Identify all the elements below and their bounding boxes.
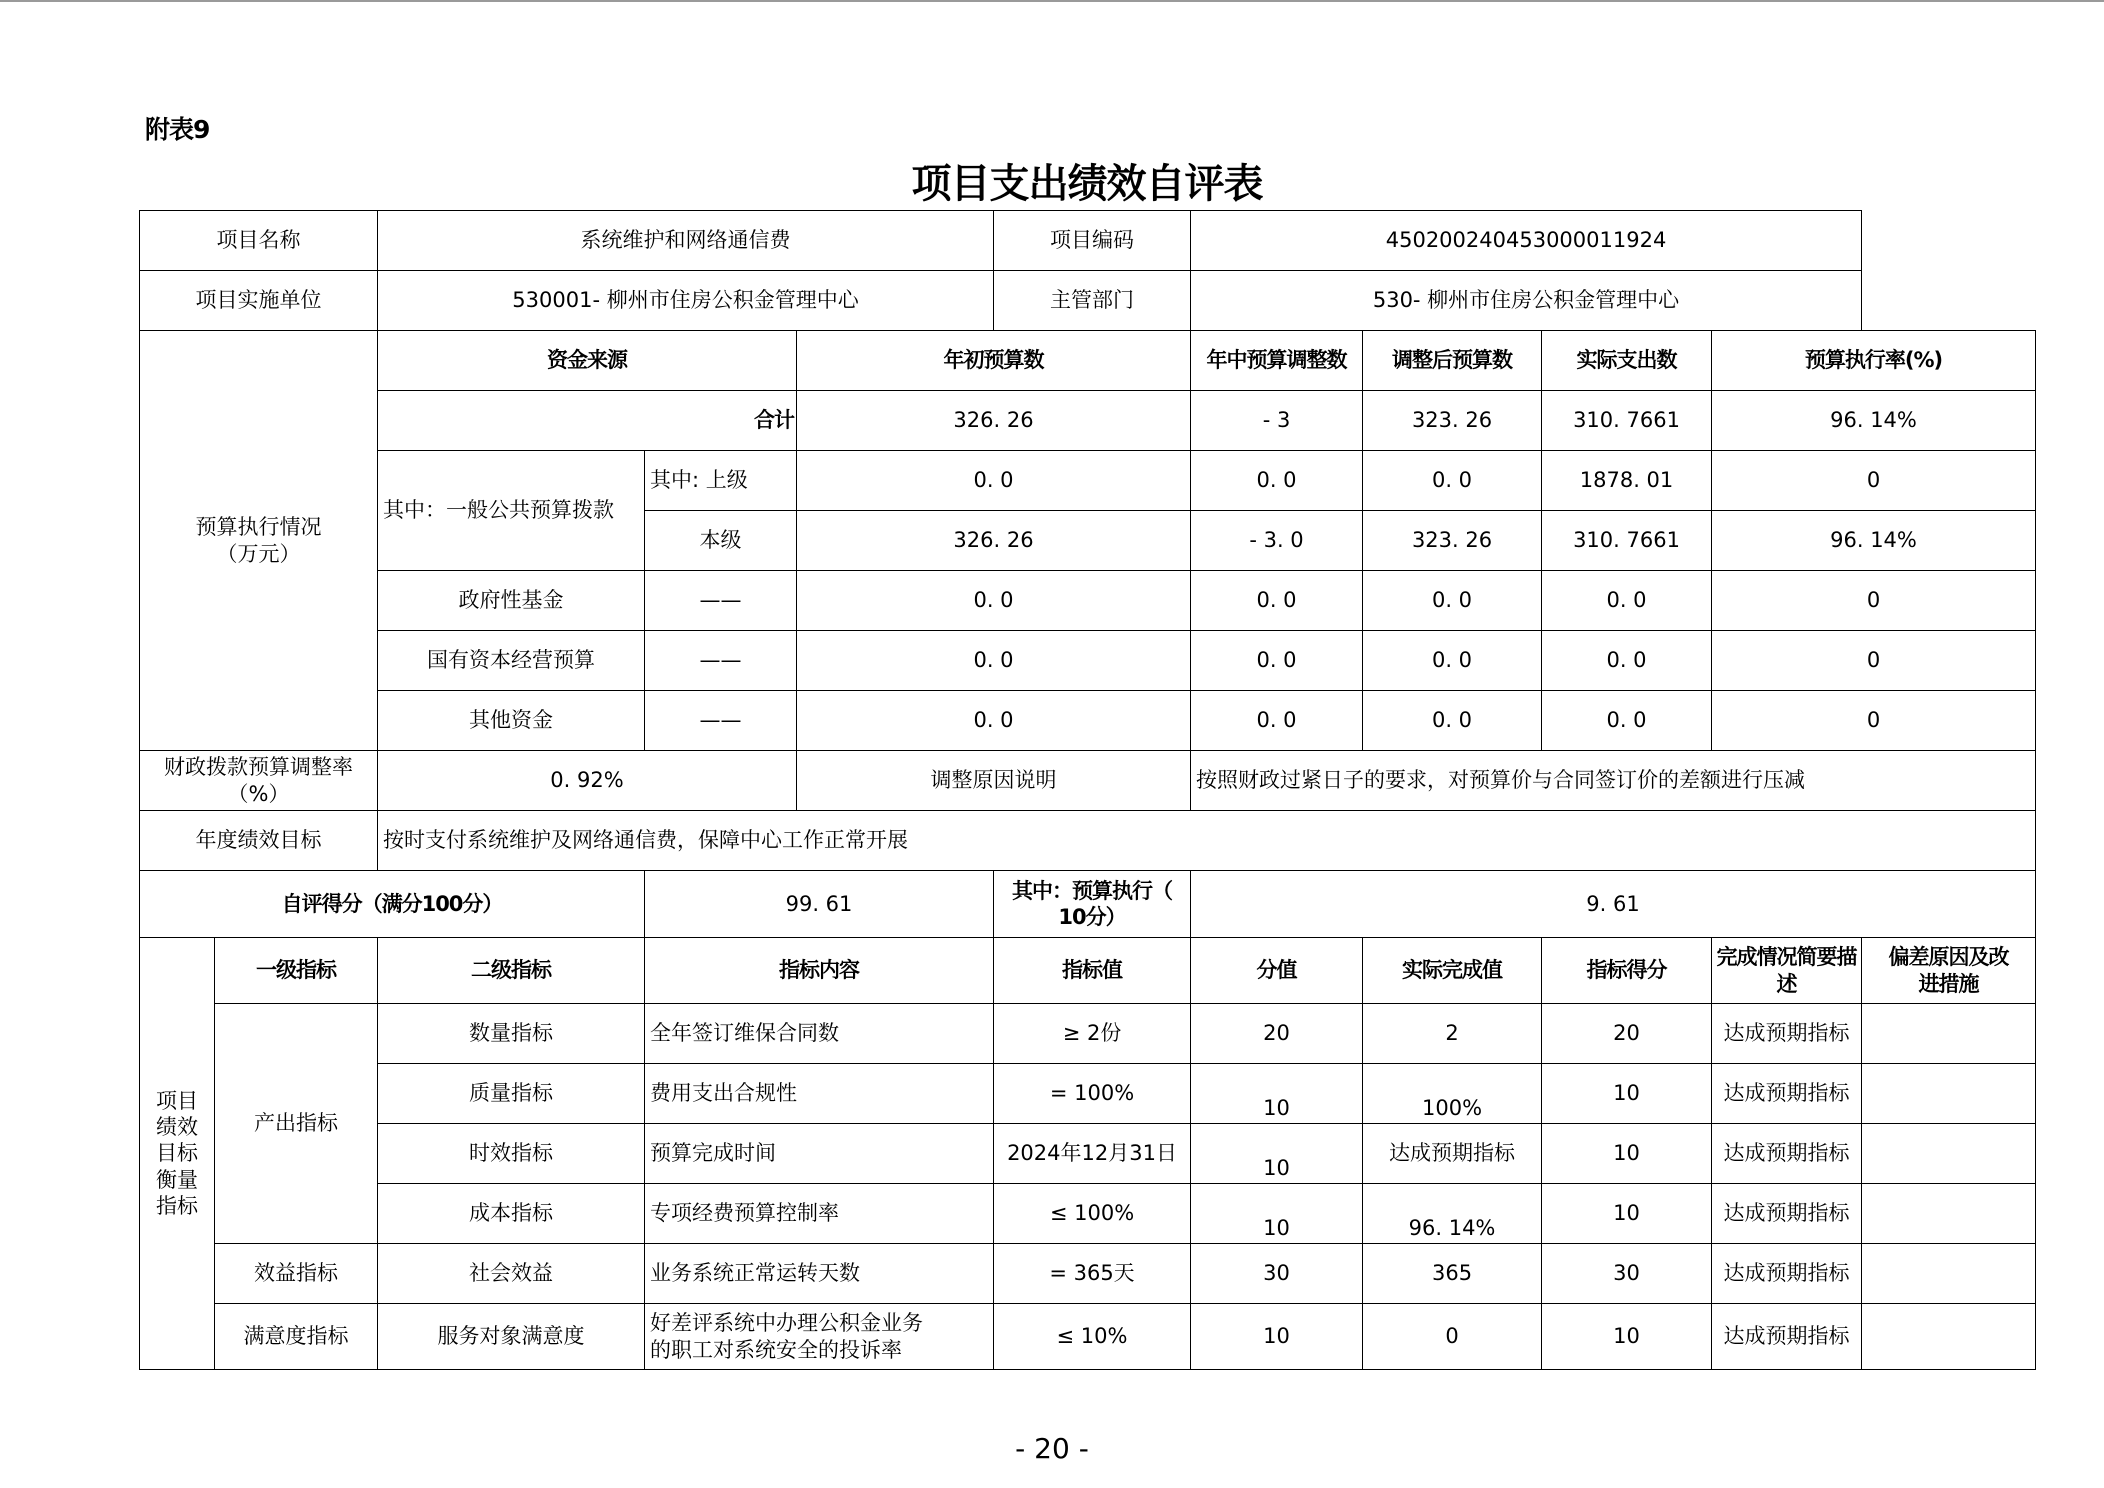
indicator-points: 30 [1191, 1244, 1363, 1304]
benefit-indicator-label: 效益指标 [215, 1244, 378, 1304]
header-level2: 二级指标 [378, 938, 645, 1004]
project-name-label: 项目名称 [140, 211, 378, 271]
indicator-actual: 365 [1363, 1244, 1542, 1304]
other-fund-mid-adjust: 0. 0 [1191, 691, 1363, 751]
row-budget-headers [140, 331, 2036, 391]
upper-actual: 1878. 01 [1542, 451, 1712, 511]
project-dept-label: 主管部门 [994, 271, 1191, 331]
header-actual-spend: 实际支出数 [1542, 331, 1712, 391]
annual-goal-value: 按时支付系统维护及网络通信费，保障中心工作正常开展 [378, 811, 2036, 871]
local-label: 本级 [645, 511, 797, 571]
indicator-section-label-part: 绩效 [156, 1115, 198, 1140]
adjust-rate-label-line2: （%） [227, 781, 290, 806]
indicator-content-line2: 的职工对系统安全的投诉率 [650, 1337, 902, 1362]
header-fund-source: 资金来源 [378, 331, 797, 391]
indicator-score: 20 [1542, 1004, 1712, 1064]
indicator-level2: 数量指标 [378, 1004, 645, 1064]
document-title: 项目支出绩效自评表 [911, 161, 1263, 207]
total-adjusted: 323. 26 [1363, 391, 1542, 451]
state-capital-adjusted: 0. 0 [1363, 631, 1542, 691]
indicator-target: ≤ 100% [994, 1184, 1191, 1244]
indicator-section-label-part: 目标 [156, 1141, 198, 1166]
exec-score-value: 9. 61 [1191, 871, 2036, 938]
indicator-row [140, 1184, 2036, 1244]
project-name-value: 系统维护和网络通信费 [378, 211, 994, 271]
indicator-row [140, 1064, 2036, 1124]
indicator-actual: 0 [1363, 1304, 1542, 1370]
upper-adjusted: 0. 0 [1363, 451, 1542, 511]
indicator-content: 预算完成时间 [645, 1124, 994, 1184]
indicator-status: 达成预期指标 [1712, 1064, 1862, 1124]
attachment-label: 附表9 [145, 115, 210, 144]
indicator-content: 费用支出合规性 [645, 1064, 994, 1124]
header-points: 分值 [1191, 938, 1363, 1004]
upper-mid-adjust: 0. 0 [1191, 451, 1363, 511]
row-project-name [140, 211, 2036, 271]
state-capital-label: 国有资本经营预算 [378, 631, 645, 691]
row-budget-upper [140, 451, 2036, 511]
indicator-points: 10 [1191, 1304, 1363, 1370]
exec-score-label-line1: 其中：预算执行（ [1012, 878, 1173, 903]
row-budget-gov-fund [140, 571, 2036, 631]
annual-goal-label: 年度绩效目标 [140, 811, 378, 871]
indicator-section-label-part: 衡量 [156, 1167, 198, 1192]
indicator-level2: 社会效益 [378, 1244, 645, 1304]
total-actual: 310. 7661 [1542, 391, 1712, 451]
indicator-level2: 时效指标 [378, 1124, 645, 1184]
header-mid-adjust: 年中预算调整数 [1191, 331, 1363, 391]
indicator-row [140, 1244, 2036, 1304]
indicator-row [140, 1004, 2036, 1064]
indicator-status: 达成预期指标 [1712, 1004, 1862, 1064]
indicator-reason [1862, 1304, 2036, 1370]
adjust-reason-label: 调整原因说明 [797, 751, 1191, 811]
local-adjusted: 323. 26 [1363, 511, 1542, 571]
indicator-status: 达成预期指标 [1712, 1304, 1862, 1370]
row-budget-total [140, 391, 2036, 451]
gov-fund-rate: 0 [1712, 571, 2036, 631]
local-rate: 96. 14% [1712, 511, 2036, 571]
satisfaction-indicator-label: 满意度指标 [215, 1304, 378, 1370]
other-fund-label: 其他资金 [378, 691, 645, 751]
header-reason-line1: 偏差原因及改 [1888, 945, 2009, 970]
project-unit-label: 项目实施单位 [140, 271, 378, 331]
indicator-actual: 达成预期指标 [1363, 1124, 1542, 1184]
upper-initial: 0. 0 [797, 451, 1191, 511]
header-initial-budget: 年初预算数 [797, 331, 1191, 391]
header-adjusted-budget: 调整后预算数 [1363, 331, 1542, 391]
indicator-score: 30 [1542, 1244, 1712, 1304]
gov-fund-actual: 0. 0 [1542, 571, 1712, 631]
indicator-target: ≤ 10% [994, 1304, 1191, 1370]
indicator-reason [1862, 1004, 2036, 1064]
gov-fund-adjusted: 0. 0 [1363, 571, 1542, 631]
indicator-actual: 96. 14% [1363, 1184, 1542, 1244]
gov-fund-dash: —— [645, 571, 797, 631]
local-actual: 310. 7661 [1542, 511, 1712, 571]
row-annual-goal [140, 811, 2036, 871]
indicator-points: 10 [1191, 1184, 1363, 1244]
indicator-section-label-part: 指标 [156, 1193, 198, 1218]
total-mid-adjust: - 3 [1191, 391, 1363, 451]
indicator-row [140, 1124, 2036, 1184]
indicator-points: 10 [1191, 1124, 1363, 1184]
indicator-level2: 成本指标 [378, 1184, 645, 1244]
indicator-reason [1862, 1244, 2036, 1304]
other-fund-dash: —— [645, 691, 797, 751]
header-status-line1: 完成情况简要描 [1716, 945, 1857, 970]
gov-fund-label: 政府性基金 [378, 571, 645, 631]
project-unit-value: 530001- 柳州市住房公积金管理中心 [378, 271, 994, 331]
adjust-rate-label-line1: 财政拨款预算调整率 [164, 755, 353, 780]
header-reason-line2: 进措施 [1918, 971, 1979, 996]
row-score [140, 871, 2036, 938]
other-fund-actual: 0. 0 [1542, 691, 1712, 751]
header-content: 指标内容 [645, 938, 994, 1004]
row-indicator-headers [140, 938, 2036, 1004]
header-level1: 一级指标 [215, 938, 378, 1004]
score-label: 自评得分（满分100分） [140, 871, 645, 938]
indicator-level2: 服务对象满意度 [378, 1304, 645, 1370]
row-budget-other [140, 691, 2036, 751]
state-capital-initial: 0. 0 [797, 631, 1191, 691]
budget-section-label [140, 331, 378, 751]
adjust-rate-value: 0. 92% [378, 751, 797, 811]
indicator-content: 全年签订维保合同数 [645, 1004, 994, 1064]
exec-score-label-line2: 10分） [1058, 905, 1126, 929]
indicator-content-line1: 好差评系统中办理公积金业务 [650, 1311, 923, 1336]
header-target: 指标值 [994, 938, 1191, 1004]
project-code-value: 450200240453000011924 [1191, 211, 1862, 271]
header-exec-rate: 预算执行率(%) [1712, 331, 2036, 391]
page-number: - 20 - [1015, 1432, 1089, 1465]
total-rate: 96. 14% [1712, 391, 2036, 451]
other-fund-rate: 0 [1712, 691, 2036, 751]
header-status [1712, 938, 1862, 1004]
state-capital-dash: —— [645, 631, 797, 691]
local-initial: 326. 26 [797, 511, 1191, 571]
upper-rate: 0 [1712, 451, 2036, 511]
indicator-actual: 2 [1363, 1004, 1542, 1064]
local-mid-adjust: - 3. 0 [1191, 511, 1363, 571]
indicator-status: 达成预期指标 [1712, 1124, 1862, 1184]
row-project-unit [140, 271, 2036, 331]
indicator-score: 10 [1542, 1064, 1712, 1124]
indicator-reason [1862, 1124, 2036, 1184]
indicator-score: 10 [1542, 1124, 1712, 1184]
budget-section-label-line1: 预算执行情况 [195, 515, 322, 540]
output-indicator-label: 产出指标 [215, 1004, 378, 1244]
other-fund-initial: 0. 0 [797, 691, 1191, 751]
indicator-reason [1862, 1064, 2036, 1124]
performance-table [139, 210, 2036, 1370]
indicator-content [645, 1304, 994, 1370]
indicator-target: = 100% [994, 1064, 1191, 1124]
project-dept-value: 530- 柳州市住房公积金管理中心 [1191, 271, 1862, 331]
row-adjustment [140, 751, 2036, 811]
indicator-reason [1862, 1184, 2036, 1244]
state-capital-actual: 0. 0 [1542, 631, 1712, 691]
indicator-status: 达成预期指标 [1712, 1184, 1862, 1244]
gov-fund-mid-adjust: 0. 0 [1191, 571, 1363, 631]
header-score: 指标得分 [1542, 938, 1712, 1004]
score-value: 99. 61 [645, 871, 994, 938]
indicator-section-label-part: 项目 [156, 1088, 198, 1113]
indicator-section-label [140, 938, 215, 1370]
indicator-target: = 365天 [994, 1244, 1191, 1304]
indicator-content: 业务系统正常运转天数 [645, 1244, 994, 1304]
row-budget-state-capital [140, 631, 2036, 691]
indicator-target: 2024年12月31日 [994, 1124, 1191, 1184]
indicator-points: 20 [1191, 1004, 1363, 1064]
state-capital-rate: 0 [1712, 631, 2036, 691]
header-reason [1862, 938, 2036, 1004]
total-label: 合计 [378, 391, 797, 451]
project-code-label: 项目编码 [994, 211, 1191, 271]
indicator-status: 达成预期指标 [1712, 1244, 1862, 1304]
indicator-target: ≥ 2份 [994, 1004, 1191, 1064]
other-fund-adjusted: 0. 0 [1363, 691, 1542, 751]
page-top-border [0, 0, 2104, 2]
exec-score-label [994, 871, 1191, 938]
indicator-level2: 质量指标 [378, 1064, 645, 1124]
indicator-score: 10 [1542, 1304, 1712, 1370]
state-capital-mid-adjust: 0. 0 [1191, 631, 1363, 691]
indicator-row [140, 1304, 2036, 1370]
adjust-rate-label [140, 751, 378, 811]
indicator-score: 10 [1542, 1184, 1712, 1244]
budget-section-label-line2: （万元） [216, 541, 301, 566]
upper-label: 其中: 上级 [645, 451, 797, 511]
general-budget-label: 其中：一般公共预算拨款 [378, 451, 645, 571]
indicator-actual: 100% [1363, 1064, 1542, 1124]
indicator-points: 10 [1191, 1064, 1363, 1124]
indicator-content: 专项经费预算控制率 [645, 1184, 994, 1244]
header-status-line2: 述 [1776, 971, 1797, 996]
total-initial: 326. 26 [797, 391, 1191, 451]
gov-fund-initial: 0. 0 [797, 571, 1191, 631]
header-actual: 实际完成值 [1363, 938, 1542, 1004]
adjust-reason-value: 按照财政过紧日子的要求，对预算价与合同签订价的差额进行压减 [1191, 751, 2036, 811]
